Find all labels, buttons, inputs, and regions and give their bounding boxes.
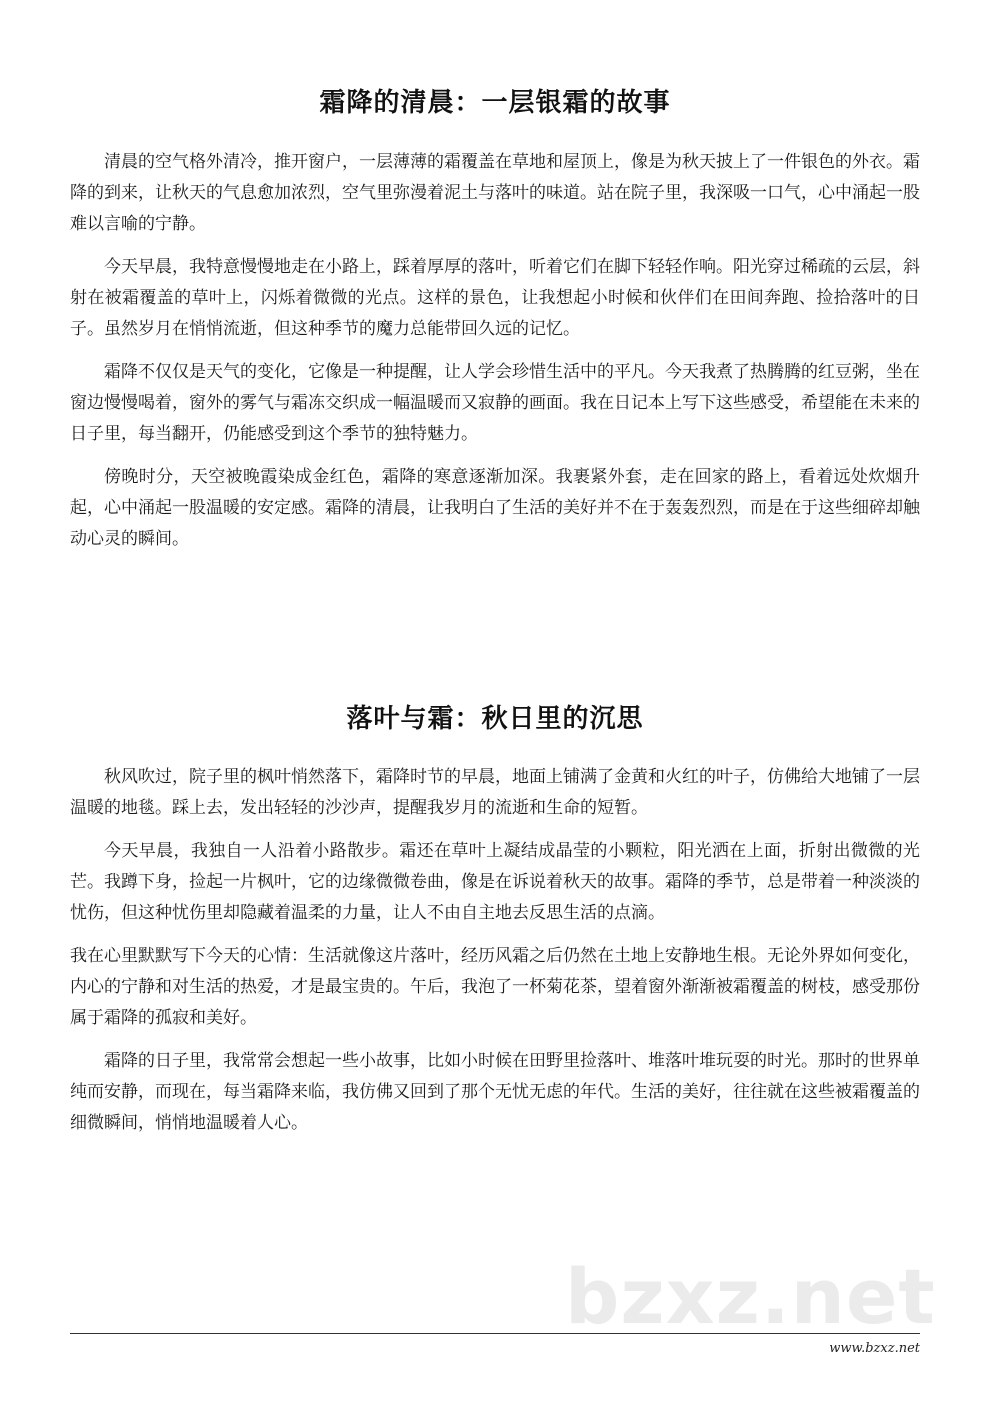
footer-url: www.bzxz.net — [829, 1341, 920, 1356]
article-1-paragraph: 今天早晨，我特意慢慢地走在小路上，踩着厚厚的落叶，听着它们在脚下轻轻作响。阳光穿过稀疏的云层，斜射在被霜覆盖的草叶上，闪烁着微微的光点。这样的景色，让我想起小时候和伙伴们在田间奔跑、捡拾落叶的日子。虽然岁月在悄悄流逝，但这种季节的魔力总能带回久远的记忆。 — [70, 257, 920, 339]
footer-divider — [70, 1333, 920, 1334]
document-page — [70, 0, 920, 1404]
article-2-paragraph: 今天早晨，我独自一人沿着小路散步。霜还在草叶上凝结成晶莹的小颗粒，阳光洒在上面，折射出微微的光芒。我蹲下身，捡起一片枫叶，它的边缘微微卷曲，像是在诉说着秋天的故事。霜降的季节，总是带着一种淡淡的忧伤，但这种忧伤里却隐藏着温柔的力量，让人不由自主地去反思生活的点滴。 — [70, 841, 920, 923]
article-1-title: 霜降的清晨：一层银霜的故事 — [319, 88, 671, 118]
article-1-paragraph: 清晨的空气格外清冷，推开窗户，一层薄薄的霜覆盖在草地和屋顶上，像是为秋天披上了一件银色的外衣。霜降的到来，让秋天的气息愈加浓烈，空气里弥漫着泥土与落叶的味道。站在院子里，我深吸一口气，心中涌起一股难以言喻的宁静。 — [70, 152, 920, 234]
article-1-paragraph: 霜降不仅仅是天气的变化，它像是一种提醒，让人学会珍惜生活中的平凡。今天我煮了热腾腾的红豆粥，坐在窗边慢慢喝着，窗外的雾气与霜冻交织成一幅温暖而又寂静的画面。我在日记本上写下这些感受，希望能在未来的日子里，每当翻开，仍能感受到这个季节的独特魅力。 — [70, 362, 920, 444]
article-1-paragraph: 傍晚时分，天空被晚霞染成金红色，霜降的寒意逐渐加深。我裹紧外套，走在回家的路上，看着远处炊烟升起，心中涌起一股温暖的安定感。霜降的清晨，让我明白了生活的美好并不在于轰轰烈烈，而是在于这些细碎却触动心灵的瞬间。 — [70, 467, 920, 549]
article-2-paragraph: 霜降的日子里，我常常会想起一些小故事，比如小时候在田野里捡落叶、堆落叶堆玩耍的时光。那时的世界单纯而安静，而现在，每当霜降来临，我仿佛又回到了那个无忧无虑的年代。生活的美好，往往就在这些被霜覆盖的细微瞬间，悄悄地温暖着人心。 — [70, 1051, 920, 1133]
article-2-title: 落叶与霜：秋日里的沉思 — [346, 704, 644, 734]
article-2-paragraph: 我在心里默默写下今天的心情：生活就像这片落叶，经历风霜之后仍然在土地上安静地生根。无论外界如何变化，内心的宁静和对生活的热爱，才是最宝贵的。午后，我泡了一杯菊花茶，望着窗外渐渐被霜覆盖的树枝，感受那份属于霜降的孤寂和美好。 — [70, 946, 920, 1028]
article-2-paragraph: 秋风吹过，院子里的枫叶悄然落下，霜降时节的早晨，地面上铺满了金黄和火红的叶子，仿佛给大地铺了一层温暖的地毯。踩上去，发出轻轻的沙沙声，提醒我岁月的流逝和生命的短暂。 — [70, 767, 920, 818]
watermark: bzxz.net — [565, 1252, 936, 1341]
article-2-body — [70, 762, 920, 1151]
article-1-body — [70, 147, 920, 567]
